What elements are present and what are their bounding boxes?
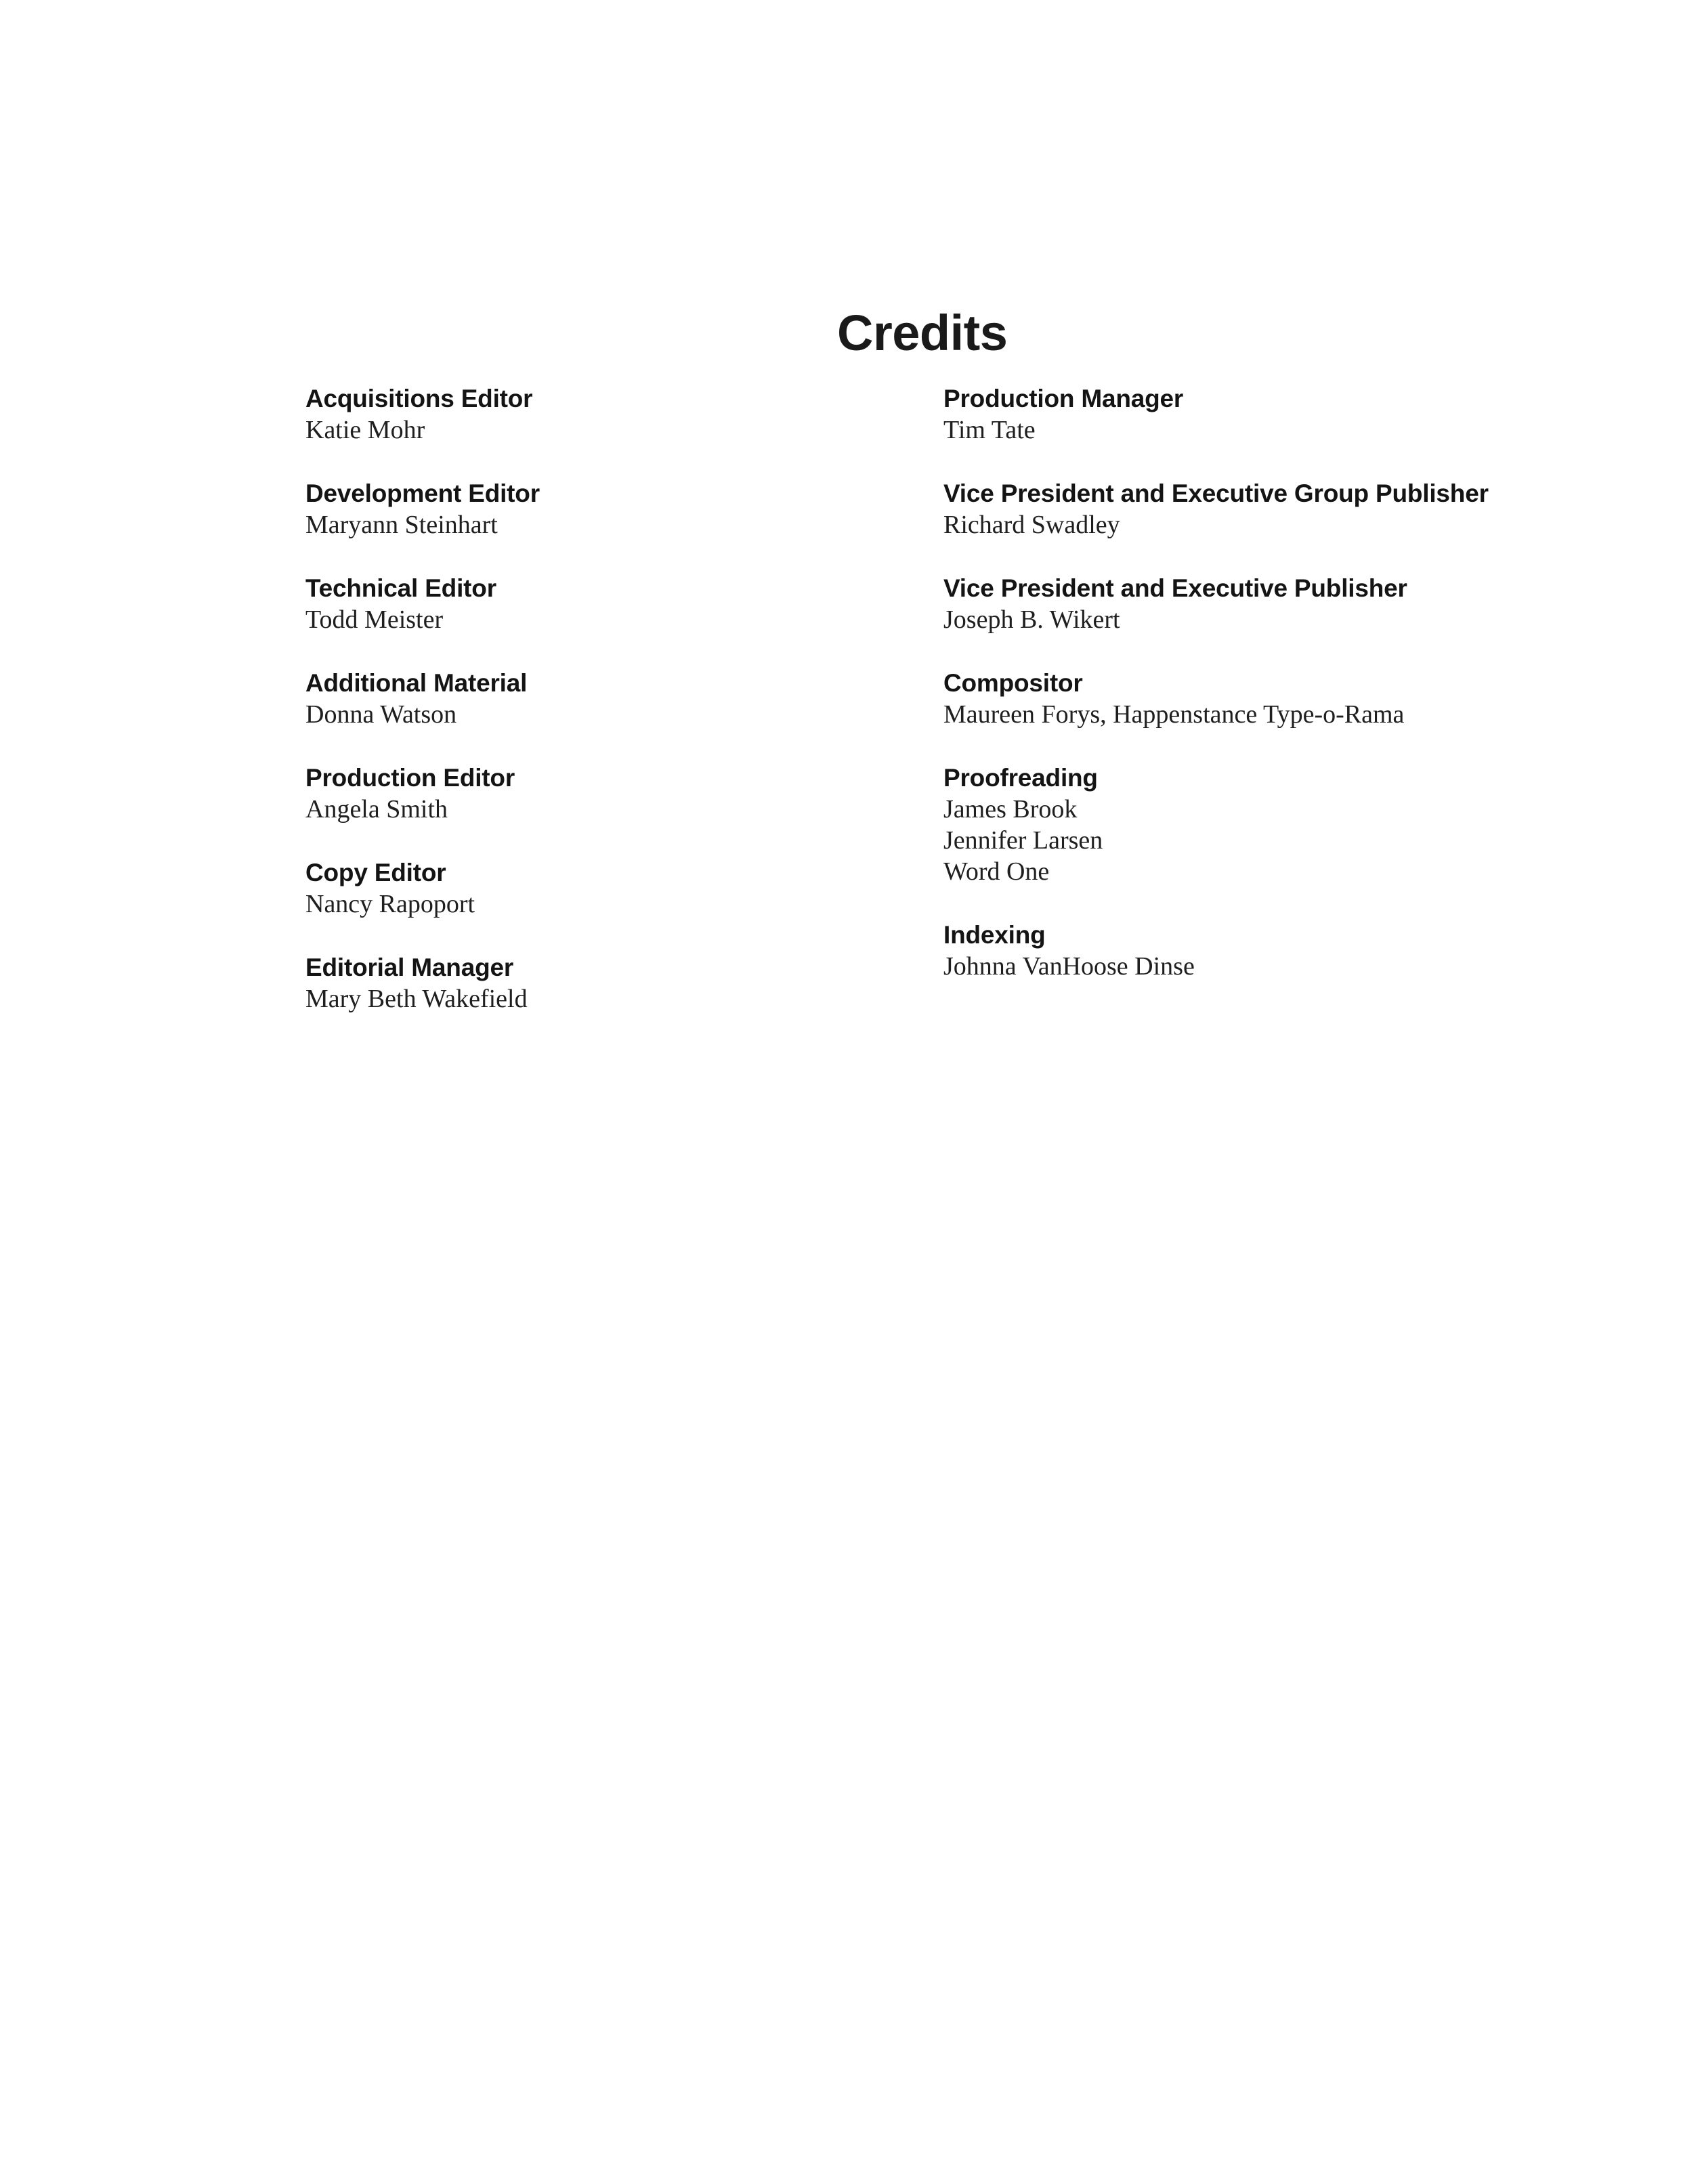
credit-name: Angela Smith [305, 795, 448, 823]
credit-entry [305, 763, 901, 825]
credit-role: Additional Material [305, 669, 528, 697]
credit-name: Joseph B. Wikert [943, 605, 1120, 634]
credit-role: Production Manager [943, 385, 1184, 412]
credit-name: Donna Watson [305, 700, 457, 729]
credit-name: Richard Swadley [943, 511, 1120, 539]
credit-entry [305, 857, 901, 920]
credit-entry [305, 952, 901, 1014]
credit-role: Compositor [943, 669, 1083, 697]
credit-name: Maryann Steinhart [305, 511, 498, 539]
credit-role: Technical Editor [305, 574, 496, 602]
credit-name: Johnna VanHoose Dinse [943, 952, 1195, 981]
credit-role: Vice President and Executive Publisher [943, 574, 1407, 602]
credit-entry [943, 920, 1675, 982]
credit-role: Production Editor [305, 764, 515, 792]
credit-role: Copy Editor [305, 859, 446, 886]
credit-role: Indexing [943, 921, 1046, 949]
credit-role: Proofreading [943, 764, 1098, 792]
page-title: Credits [837, 305, 1008, 361]
credit-name: Maureen Forys, Happenstance Type-o-Rama [943, 700, 1405, 729]
credit-entry [305, 383, 901, 446]
credit-entry [305, 478, 901, 540]
credit-name: Todd Meister [305, 605, 444, 634]
credit-entry [305, 573, 901, 635]
credit-role: Editorial Manager [305, 954, 514, 981]
credits-right-column [943, 383, 1675, 982]
credit-entry [305, 668, 901, 730]
credit-name: Nancy Rapoport [305, 890, 475, 918]
credit-role: Acquisitions Editor [305, 385, 533, 412]
credit-entry [943, 668, 1675, 730]
credit-entry [943, 763, 1675, 887]
credits-left-column [305, 383, 901, 1014]
credit-name: James Brook [943, 795, 1078, 823]
credit-name: Mary Beth Wakefield [305, 985, 528, 1013]
credit-entry [943, 573, 1675, 635]
credit-name: Word One [943, 857, 1050, 886]
credit-entry [943, 383, 1675, 446]
credit-name: Jennifer Larsen [943, 826, 1103, 855]
credit-name: Tim Tate [943, 416, 1036, 444]
credit-entry [943, 478, 1675, 540]
credit-name: Katie Mohr [305, 416, 425, 444]
credit-role: Vice President and Executive Group Publisher [943, 479, 1489, 507]
credit-role: Development Editor [305, 479, 540, 507]
